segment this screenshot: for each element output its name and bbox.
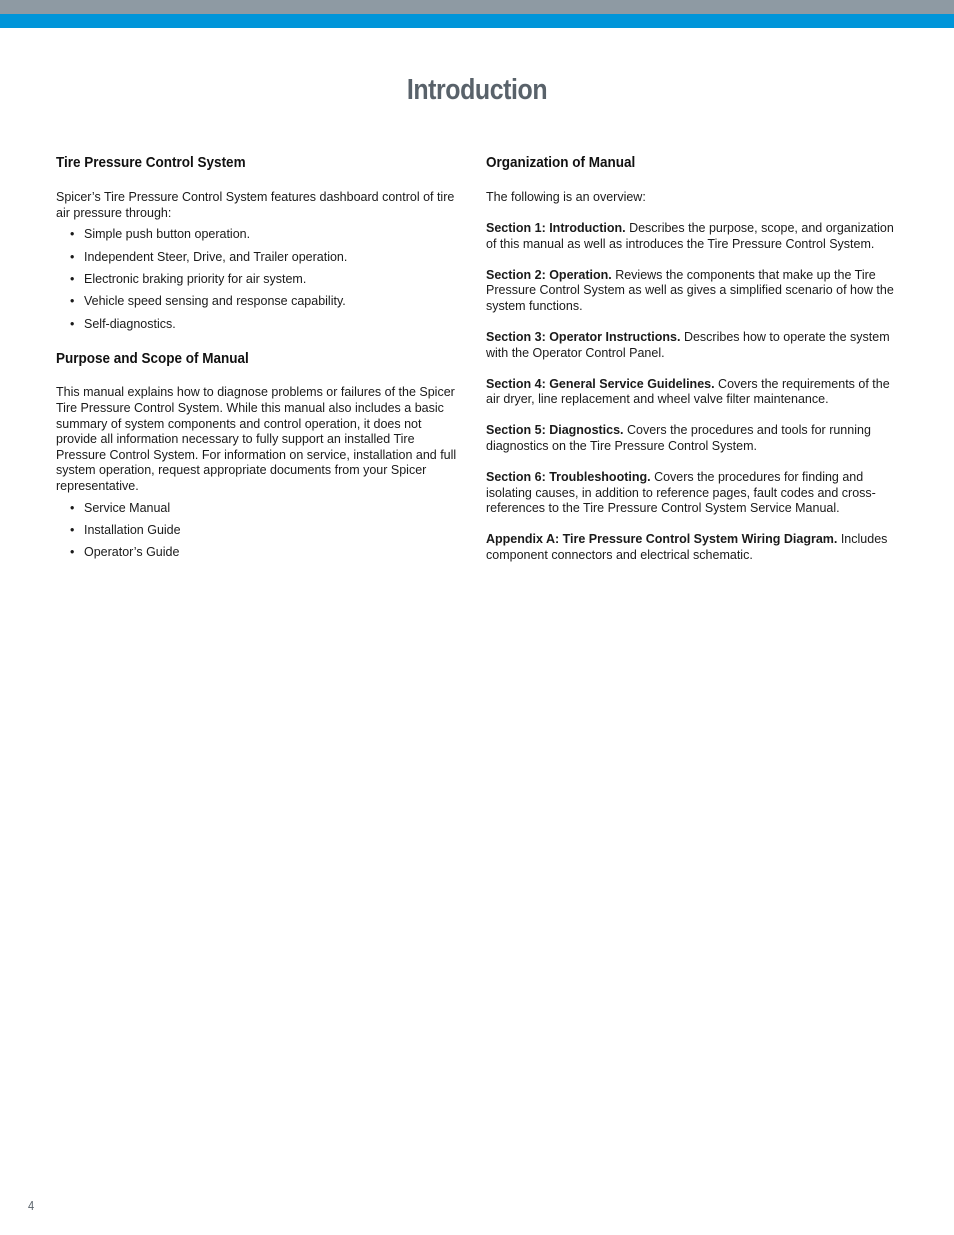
list-item: • Independent Steer, Drive, and Trailer operation. [70, 249, 348, 264]
list-item: • Electronic braking priority for air system. [70, 271, 307, 286]
section-entry: Section 6: Troubleshooting. Covers the procedures for finding and isolating causes, in addition to reference pages, fault codes and cross-references to the Tire Pressure Control System Service Manual. [486, 470, 876, 516]
header-bar-blue [0, 14, 954, 28]
tpcs-intro: Spicer’s Tire Pressure Control System features dashboard control of tire air pressure through: [56, 190, 455, 220]
section-entry: Section 1: Introduction. Describes the purpose, scope, and organization of this manual as well as introduces the Tire Pressure Control System. [486, 221, 894, 251]
list-item: • Service Manual [70, 500, 171, 515]
header-bar-gray [0, 0, 954, 14]
bullet-icon: • [70, 500, 75, 515]
section-entry: Section 2: Operation. Reviews the components that make up the Tire Pressure Control System as well as gives a simplified scenario of how the system functions. [486, 267, 894, 313]
right-column [486, 153, 904, 564]
purpose-heading: Purpose and Scope of Manual [56, 350, 249, 368]
left-column [56, 153, 460, 561]
bullet-icon: • [70, 545, 75, 560]
bullet-icon: • [70, 227, 75, 242]
bullet-icon: • [70, 522, 75, 537]
organization-intro: The following is an overview: [486, 190, 646, 204]
bullet-icon: • [70, 271, 75, 286]
section-entry: Section 4: General Service Guidelines. Covers the requirements of the air dryer, line replacement and wheel valve filter maintenance. [486, 376, 890, 407]
page-number: 4 [28, 1198, 35, 1213]
tpcs-feature-list [56, 227, 460, 332]
tpcs-heading: Tire Pressure Control System [56, 154, 246, 171]
bullet-icon: • [70, 316, 75, 331]
list-item: • Simple push button operation. [70, 227, 251, 242]
bullet-icon: • [70, 249, 75, 264]
list-item: • Self-diagnostics. [70, 316, 176, 331]
page-title: Introduction [406, 74, 548, 106]
appendix-entry: Appendix A: Tire Pressure Control System Wiring Diagram. Includes component connectors and electrical schematic. [486, 532, 888, 562]
organization-heading: Organization of Manual [486, 154, 636, 171]
section-entry: Section 5: Diagnostics. Covers the procedures and tools for running diagnostics on the Tire Pressure Control System. [486, 423, 871, 454]
documents-list [56, 501, 460, 561]
list-item: • Installation Guide [70, 522, 181, 537]
bullet-icon: • [70, 294, 75, 309]
list-item: • Vehicle speed sensing and response capability. [70, 294, 346, 309]
section-entry: Section 3: Operator Instructions. Describes how to operate the system with the Operator Control Panel. [486, 330, 890, 360]
purpose-body: This manual explains how to diagnose problems or failures of the Spicer Tire Pressure Control System. While this manual also includes a basic summary of system components and control operation, it does not provide all information necessary to fully support an installed Tire Pressure Control System. For information on service, installation and full system operation, request appropriate documents from your Spicer representative. [56, 385, 457, 493]
list-item: • Operator’s Guide [70, 545, 180, 560]
